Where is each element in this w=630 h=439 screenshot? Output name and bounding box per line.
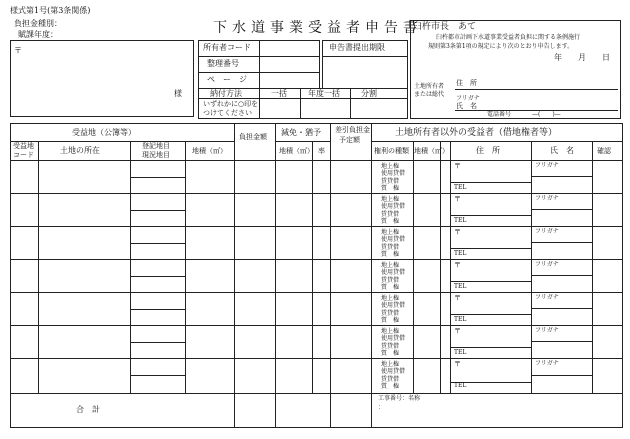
table-row[interactable]: [10, 325, 622, 358]
right-type-option[interactable]: 使用貸借: [381, 302, 406, 310]
page-title: 下水道事業受益者申告書: [213, 20, 422, 36]
land-location-header: 土地の所在: [60, 146, 100, 155]
owner-address-label: 住 所: [456, 79, 477, 87]
table-row[interactable]: [10, 160, 622, 193]
circle-note-line1: いずれかに○印を: [203, 100, 259, 108]
right-type-option[interactable]: 使用貸借: [381, 170, 406, 178]
right-type-option[interactable]: 賃貸借: [381, 309, 400, 317]
right-type-option[interactable]: 地上権: [381, 262, 400, 269]
owner-furigana-label: フリガナ: [456, 95, 480, 102]
beneficiary-furigana-label: フリガナ: [535, 228, 559, 235]
other-beneficiaries-header: 土地所有者以外の受益者（借地権者等）: [395, 128, 558, 138]
owner-name-label: 氏 名: [456, 102, 477, 110]
right-type-option[interactable]: 質 権: [381, 316, 400, 324]
recipient-honorific: 様: [174, 89, 182, 98]
confirm-header: 確認: [597, 147, 611, 155]
right-type-option[interactable]: 使用貸借: [381, 335, 406, 343]
beneficiary-furigana-label: フリガナ: [535, 195, 559, 202]
deducted-burden-header-2: 予定額: [339, 136, 360, 144]
right-type-option[interactable]: 賃貸借: [381, 342, 400, 350]
right-type-option[interactable]: 地上権: [381, 229, 400, 236]
right-type-option[interactable]: 質 権: [381, 349, 400, 357]
right-type-option[interactable]: 地上権: [381, 328, 400, 335]
construction-colon: ：: [378, 404, 385, 411]
address-header: 住 所: [476, 146, 500, 155]
installment-label: 分割: [361, 89, 377, 98]
date-month: 月: [578, 53, 586, 62]
beneficiary-furigana-label: フリガナ: [535, 327, 559, 334]
recipient-postal-mark: 〒: [14, 46, 22, 55]
total-label: 合 計: [76, 405, 100, 414]
declaration-line1: 臼杵都市計画下水道事業受益者負担に関する条例施行: [436, 34, 581, 41]
right-type-option[interactable]: 質 権: [381, 217, 400, 225]
beneficiary-furigana-label: フリガナ: [535, 294, 559, 301]
land-code-header-2: コード: [13, 151, 34, 159]
burden-amount-header: 負担金額: [239, 133, 267, 141]
right-type-option[interactable]: 使用貸借: [381, 236, 406, 244]
table-row[interactable]: [10, 358, 622, 391]
right-type-option[interactable]: 地上権: [381, 361, 400, 368]
owner-phone-label: 電話番号: [487, 111, 512, 118]
table-row[interactable]: [10, 193, 622, 226]
owner-label-2: または総代: [414, 91, 445, 98]
circle-note-line2: つけてください: [203, 109, 252, 117]
right-type-option[interactable]: 使用貸借: [381, 269, 406, 277]
exempt-area-header: 地積（㎡）: [279, 147, 314, 155]
right-type-option[interactable]: 賃貸借: [381, 276, 400, 284]
declaration-line2: 規則第3条第1項の規定により次のとおり申告します。: [428, 43, 574, 50]
beneficiary-postal-mark: 〒: [454, 327, 461, 335]
beneficiary-postal-mark: 〒: [454, 294, 461, 302]
beneficiary-tel-label: TEL: [454, 382, 467, 389]
construction-number-label: 工事番号：名称: [378, 395, 421, 402]
beneficiary-furigana-label: フリガナ: [535, 360, 559, 367]
page-label: ペ ー ジ: [207, 75, 247, 84]
table-row[interactable]: [10, 259, 622, 292]
beneficiary-land-header: 受益地（公簿等）: [72, 128, 136, 137]
right-type-option[interactable]: 賃貸借: [381, 375, 400, 383]
beneficiary-furigana-label: フリガナ: [535, 162, 559, 169]
deducted-burden-header-1: 差引負担金: [335, 126, 370, 134]
registered-category-header: 登記地目: [142, 142, 170, 150]
area-header: 地積（㎡）: [192, 147, 227, 155]
owner-code-label: 所有者コード: [203, 43, 251, 52]
owner-phone-format: —( )—: [532, 111, 561, 118]
beneficiary-postal-mark: 〒: [454, 261, 461, 269]
right-type-option[interactable]: 質 権: [381, 250, 400, 258]
date-year: 年: [554, 53, 562, 62]
payment-method-label: 納付方法: [210, 89, 242, 98]
right-type-header: 権利の種類: [374, 147, 409, 155]
beneficiary-postal-mark: 〒: [454, 360, 461, 368]
right-type-option[interactable]: 質 権: [381, 283, 400, 291]
levy-year-label: 賦課年度：: [18, 30, 58, 39]
submission-deadline-label: 申告書提出期限: [329, 43, 385, 52]
rate-header: 率: [318, 147, 325, 155]
name-header: 氏 名: [550, 146, 574, 155]
beneficiary-tel-label: TEL: [454, 250, 467, 257]
right-type-option[interactable]: 使用貸借: [381, 368, 406, 376]
right-type-option[interactable]: 地上権: [381, 196, 400, 203]
right-type-option[interactable]: 使用貸借: [381, 203, 406, 211]
beneficiary-tel-label: TEL: [454, 349, 467, 356]
right-type-option[interactable]: 質 権: [381, 184, 400, 192]
right-type-option[interactable]: 賃貸借: [381, 243, 400, 251]
current-category-header: 現況地目: [142, 151, 170, 159]
form-number: 様式第1号(第3条関係): [10, 6, 91, 15]
beneficiary-tel-label: TEL: [454, 316, 467, 323]
annual-lump-label: 年度一括: [308, 89, 340, 98]
right-type-option[interactable]: 賃貸借: [381, 210, 400, 218]
right-type-option[interactable]: 賃貸借: [381, 177, 400, 185]
beneficiary-postal-mark: 〒: [454, 162, 461, 170]
exemption-header: 減免・猶予: [281, 128, 321, 137]
right-area-header: 地積（㎡）: [414, 147, 449, 155]
beneficiary-furigana-label: フリガナ: [535, 261, 559, 268]
beneficiary-postal-mark: 〒: [454, 228, 461, 236]
beneficiary-tel-label: TEL: [454, 217, 467, 224]
beneficiary-tel-label: TEL: [454, 184, 467, 191]
lump-sum-label: 一括: [271, 89, 287, 98]
addressee: 臼杵市長 あて: [413, 22, 477, 32]
table-row[interactable]: [10, 226, 622, 259]
right-type-option[interactable]: 地上権: [381, 163, 400, 170]
beneficiary-tel-label: TEL: [454, 283, 467, 290]
right-type-option[interactable]: 地上権: [381, 295, 400, 302]
right-type-option[interactable]: 質 権: [381, 382, 400, 390]
land-code-header-1: 受益地: [13, 142, 34, 150]
date-day: 日: [602, 53, 610, 62]
table-row[interactable]: [10, 292, 622, 325]
burden-category-label: 負担金種別：: [14, 19, 62, 28]
beneficiary-postal-mark: 〒: [454, 195, 461, 203]
reference-number-label: 整理番号: [207, 59, 239, 68]
owner-label-1: 土地所有者: [414, 83, 445, 90]
